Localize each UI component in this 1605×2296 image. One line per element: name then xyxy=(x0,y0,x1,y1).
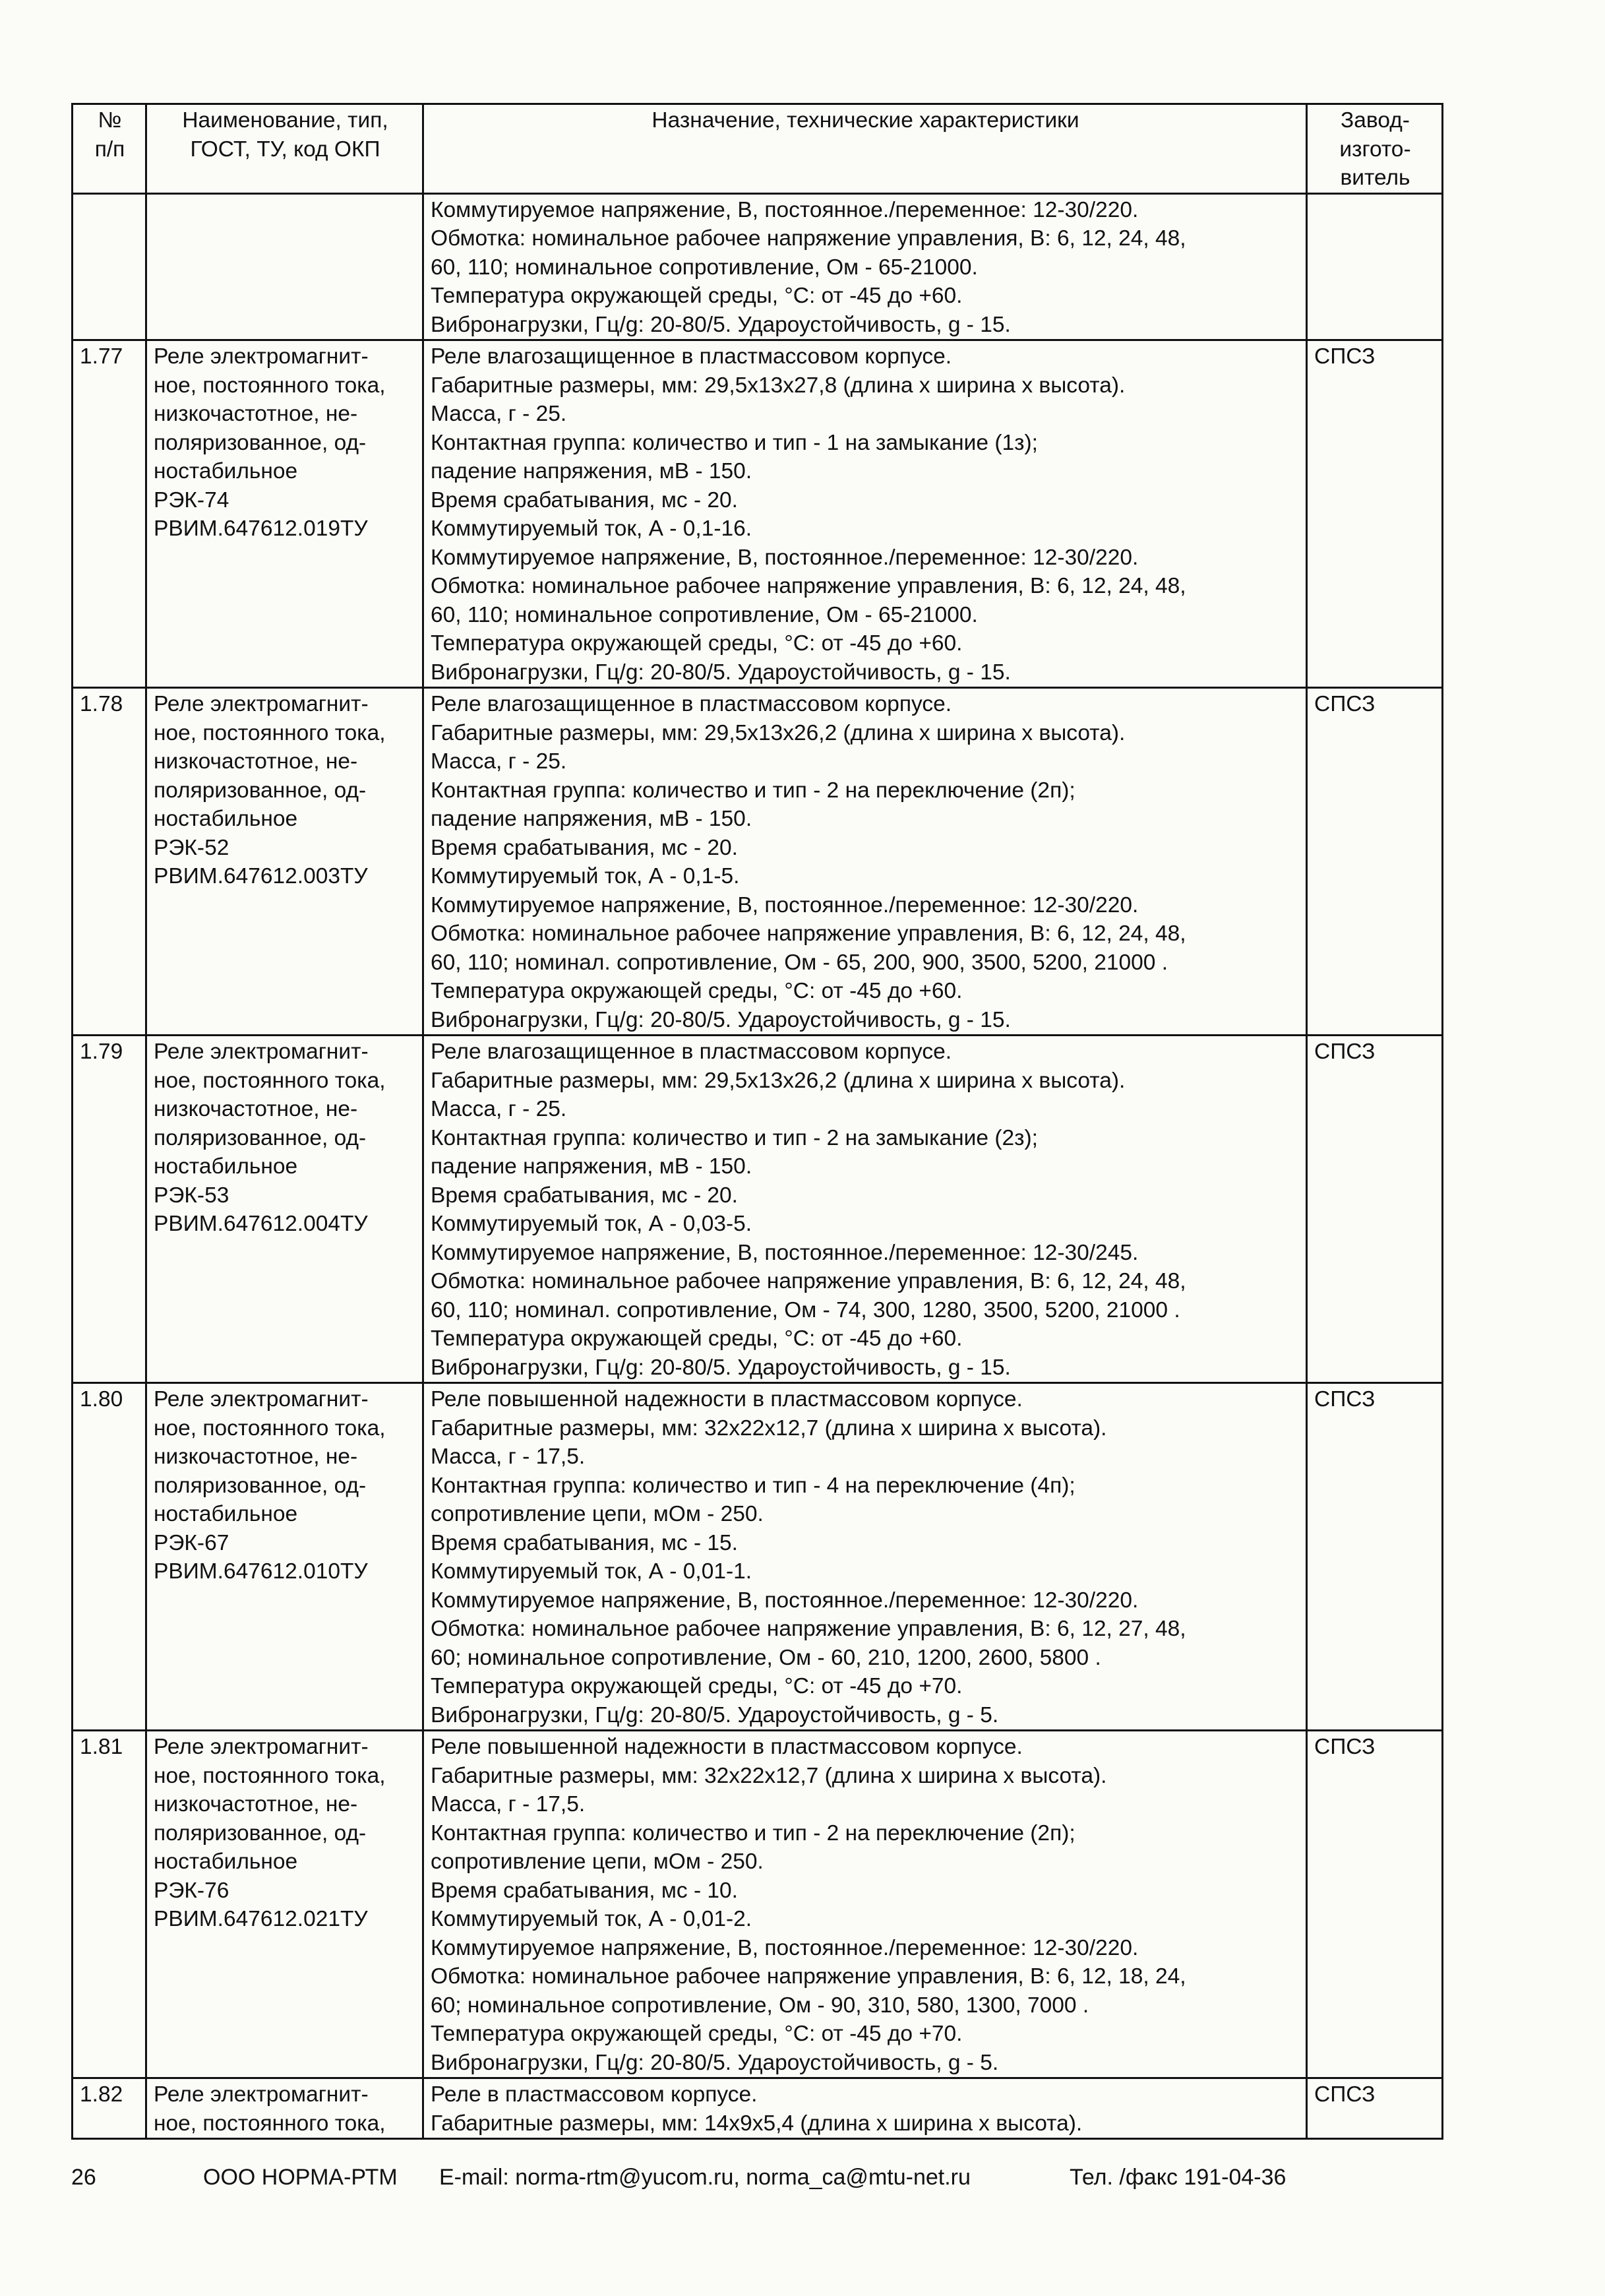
text-line: ное, постоянного тока, xyxy=(154,373,386,398)
text-line: падение напряжения, мВ - 150. xyxy=(431,459,752,483)
header-maker: Завод- изгото- витель xyxy=(1307,104,1443,194)
text-line: 60, 110; номинал. сопротивление, Ом - 74, 300, 1280, 3500, 5200, 21000 . xyxy=(431,1297,1180,1322)
cell-maker: СПСЗ xyxy=(1307,688,1443,1036)
cell-description xyxy=(423,1036,1307,1383)
text-line: Температура окружающей среды, °С: от -45 до +70. xyxy=(431,2022,963,2046)
text-line: Реле электромагнит- xyxy=(154,1039,369,1064)
text-line: Коммутируемый ток, А - 0,01-2. xyxy=(431,1907,752,1931)
text-line: Коммутируемый ток, А - 0,1-5. xyxy=(431,864,740,888)
text-line: Реле влагозащищенное в пластмассовом корпусе. xyxy=(431,692,952,716)
cell-num: 1.78 xyxy=(73,688,146,1036)
text-line: Обмотка: номинальное рабочее напряжение управления, В: 6, 12, 24, 48, xyxy=(431,921,1186,946)
cell-num: 1.79 xyxy=(73,1036,146,1383)
text-line: Температура окружающей среды, °С: от -45 до +60. xyxy=(431,979,963,1003)
cell-maker: СПСЗ xyxy=(1307,2078,1443,2139)
text-line: Вибронагрузки, Гц/g: 20-80/5. Удароустойчивость, g - 5. xyxy=(431,2050,999,2075)
text-line: Габаритные размеры, мм: 32x22x12,7 (длина x ширина x высота). xyxy=(431,1763,1107,1788)
text-line: Коммутируемое напряжение, В, постоянное./переменное: 12-30/245. xyxy=(431,1240,1139,1265)
table-row xyxy=(73,340,1443,688)
text-line: Коммутируемое напряжение, В, постоянное./переменное: 12-30/220. xyxy=(431,197,1139,222)
header-name: Наименование, тип, ГОСТ, ТУ, код ОКП xyxy=(146,104,423,194)
cell-name xyxy=(146,1036,423,1383)
text-line: Контактная группа: количество и тип - 2 на замыкание (2з); xyxy=(431,1125,1038,1150)
cell-num: 1.80 xyxy=(73,1383,146,1731)
text-line: Коммутируемое напряжение, В, постоянное./переменное: 12-30/220. xyxy=(431,1935,1139,1960)
cell-name xyxy=(146,340,423,688)
text-line: Обмотка: номинальное рабочее напряжение управления, В: 6, 12, 24, 48, xyxy=(431,1269,1186,1293)
text-line: ностабильное xyxy=(154,1154,298,1179)
text-line: низкочастотное, не- xyxy=(154,1444,358,1469)
cell-description xyxy=(423,1383,1307,1731)
text-line: 60, 110; номинальное сопротивление, Ом - 65-21000. xyxy=(431,255,978,280)
text-line: Реле влагозащищенное в пластмассовом корпусе. xyxy=(431,1039,952,1064)
text-line: ное, постоянного тока, xyxy=(154,2111,386,2136)
text-line: Масса, г - 25. xyxy=(431,749,567,774)
text-line: 60, 110; номинал. сопротивление, Ом - 65, 200, 900, 3500, 5200, 21000 . xyxy=(431,950,1168,975)
cell-description xyxy=(423,193,1307,340)
text-line: Габаритные размеры, мм: 29,5x13x26,2 (длина x ширина x высота). xyxy=(431,720,1126,745)
text-line: Масса, г - 25. xyxy=(431,402,567,426)
table-row xyxy=(73,1731,1443,2078)
page-footer xyxy=(71,2165,1443,2204)
text-line: Время срабатывания, мс - 15. xyxy=(431,1530,738,1555)
text-line: Масса, г - 17,5. xyxy=(431,1792,586,1816)
text-line: Реле повышенной надежности в пластмассовом корпусе. xyxy=(431,1735,1023,1759)
text-line: ное, постоянного тока, xyxy=(154,720,386,745)
table-header xyxy=(73,104,1443,194)
text-line: Габаритные размеры, мм: 29,5x13x27,8 (длина x ширина x высота). xyxy=(431,373,1126,398)
text-line: Контактная группа: количество и тип - 4 на переключение (4п); xyxy=(431,1473,1075,1498)
cell-num: 1.81 xyxy=(73,1731,146,2078)
cell-num xyxy=(73,193,146,340)
text-line: ностабильное xyxy=(154,1502,298,1526)
text-line: Температура окружающей среды, °С: от -45 до +60. xyxy=(431,631,963,656)
text-line: РЭК-53 xyxy=(154,1183,229,1208)
text-line: Коммутируемое напряжение, В, постоянное./переменное: 12-30/220. xyxy=(431,892,1139,917)
text-line: Габаритные размеры, мм: 29,5x13x26,2 (длина x ширина x высота). xyxy=(431,1068,1126,1093)
text-line: ное, постоянного тока, xyxy=(154,1415,386,1441)
continuation-row xyxy=(73,193,1443,340)
text-line: Габаритные размеры, мм: 14x9x5,4 (длина x ширина x высота). xyxy=(431,2111,1083,2136)
cell-name xyxy=(146,193,423,340)
text-line: Контактная группа: количество и тип - 1 на замыкание (1з); xyxy=(431,430,1038,455)
text-line: Реле электромагнит- xyxy=(154,2082,369,2107)
text-line: Время срабатывания, мс - 20. xyxy=(431,1183,738,1208)
text-line: низкочастотное, не- xyxy=(154,1097,358,1121)
text-line: Температура окружающей среды, °С: от -45 до +60. xyxy=(431,1326,963,1351)
cell-description xyxy=(423,2078,1307,2139)
text-line: 60, 110; номинальное сопротивление, Ом - 65-21000. xyxy=(431,602,978,627)
text-line: поляризованное, од- xyxy=(154,1125,367,1150)
text-line: Обмотка: номинальное рабочее напряжение управления, В: 6, 12, 24, 48, xyxy=(431,574,1186,598)
text-line: Обмотка: номинальное рабочее напряжение управления, В: 6, 12, 27, 48, xyxy=(431,1617,1186,1641)
text-line: РВИМ.647612.003ТУ xyxy=(154,864,368,888)
text-line: Температура окружающей среды, °С: от -45 до +70. xyxy=(431,1674,963,1698)
text-line: Реле электромагнит- xyxy=(154,1387,369,1412)
text-line: Контактная группа: количество и тип - 2 на переключение (2п); xyxy=(431,1820,1075,1846)
text-line: РЭК-67 xyxy=(154,1530,229,1555)
text-line: Коммутируемое напряжение, В, постоянное./переменное: 12-30/220. xyxy=(431,1588,1139,1613)
text-line: Реле повышенной надежности в пластмассовом корпусе. xyxy=(431,1387,1023,1412)
text-line: падение напряжения, мВ - 150. xyxy=(431,1154,752,1179)
text-line: Коммутируемый ток, А - 0,03-5. xyxy=(431,1212,752,1236)
text-line: Обмотка: номинальное рабочее напряжение управления, В: 6, 12, 24, 48, xyxy=(431,226,1186,251)
text-line: низкочастотное, не- xyxy=(154,1792,358,1816)
cell-description xyxy=(423,1731,1307,2078)
cell-name xyxy=(146,1731,423,2078)
contact-email: E-mail: norma-rtm@yucom.ru, norma_ca@mtu-net.ru xyxy=(439,2165,971,2190)
text-line: падение напряжения, мВ - 150. xyxy=(431,807,752,831)
table-row xyxy=(73,2078,1443,2139)
text-line: низкочастотное, не- xyxy=(154,749,358,774)
cell-name xyxy=(146,688,423,1036)
text-line: Время срабатывания, мс - 10. xyxy=(431,1878,738,1903)
cell-maker: СПСЗ xyxy=(1307,1383,1443,1731)
text-line: Обмотка: номинальное рабочее напряжение управления, В: 6, 12, 18, 24, xyxy=(431,1964,1186,1989)
text-line: сопротивление цепи, мОм - 250. xyxy=(431,1502,764,1526)
text-line: Масса, г - 25. xyxy=(431,1097,567,1121)
text-line: Вибронагрузки, Гц/g: 20-80/5. Удароустойчивость, g - 15. xyxy=(431,312,1011,337)
text-line: Масса, г - 17,5. xyxy=(431,1444,586,1469)
text-line: поляризованное, од- xyxy=(154,430,367,455)
text-line: низкочастотное, не- xyxy=(154,402,358,426)
cell-num: 1.77 xyxy=(73,340,146,688)
header-num: № п/п xyxy=(73,104,146,194)
text-line: Вибронагрузки, Гц/g: 20-80/5. Удароустойчивость, g - 15. xyxy=(431,660,1011,685)
cell-maker: СПСЗ xyxy=(1307,1036,1443,1383)
text-line: ностабильное xyxy=(154,459,298,483)
text-line: Коммутируемый ток, А - 0,1-16. xyxy=(431,516,752,541)
text-line: ное, постоянного тока, xyxy=(154,1763,386,1788)
text-line: Вибронагрузки, Гц/g: 20-80/5. Удароустойчивость, g - 15. xyxy=(431,1007,1011,1032)
text-line: РВИМ.647612.010ТУ xyxy=(154,1559,368,1584)
text-line: ностабильное xyxy=(154,1849,298,1874)
cell-maker: СПСЗ xyxy=(1307,340,1443,688)
table-row xyxy=(73,1383,1443,1731)
cell-name xyxy=(146,2078,423,2139)
text-line: ное, постоянного тока, xyxy=(154,1068,386,1093)
text-line: поляризованное, од- xyxy=(154,778,367,803)
text-line: Время срабатывания, мс - 20. xyxy=(431,835,738,860)
text-line: РЭК-52 xyxy=(154,835,229,860)
cell-maker: СПСЗ xyxy=(1307,1731,1443,2078)
table-row xyxy=(73,688,1443,1036)
text-line: ностабильное xyxy=(154,807,298,831)
text-line: РВИМ.647612.021ТУ xyxy=(154,1907,368,1931)
text-line: Реле в пластмассовом корпусе. xyxy=(431,2082,758,2107)
cell-description xyxy=(423,688,1307,1036)
text-line: РЭК-74 xyxy=(154,487,229,512)
text-line: поляризованное, од- xyxy=(154,1473,367,1498)
contact-phone: Тел. /факс 191-04-36 xyxy=(1070,2165,1287,2190)
text-line: поляризованное, од- xyxy=(154,1820,367,1846)
cell-description xyxy=(423,340,1307,688)
text-line: 60; номинальное сопротивление, Ом - 90, 310, 580, 1300, 7000 . xyxy=(431,1993,1089,2018)
text-line: 60; номинальное сопротивление, Ом - 60, 210, 1200, 2600, 5800 . xyxy=(431,1645,1101,1670)
table-body xyxy=(73,193,1443,2139)
text-line: Реле электромагнит- xyxy=(154,1735,369,1759)
text-line: Вибронагрузки, Гц/g: 20-80/5. Удароустойчивость, g - 15. xyxy=(431,1355,1011,1380)
text-line: РЭК-76 xyxy=(154,1878,229,1903)
text-line: РВИМ.647612.019ТУ xyxy=(154,516,368,541)
text-line: Реле электромагнит- xyxy=(154,692,369,716)
cell-num: 1.82 xyxy=(73,2078,146,2139)
spec-table xyxy=(71,103,1443,2140)
text-line: Коммутируемый ток, А - 0,01-1. xyxy=(431,1559,752,1584)
text-line: Время срабатывания, мс - 20. xyxy=(431,487,738,512)
text-line: РВИМ.647612.004ТУ xyxy=(154,1212,368,1236)
text-line: Реле влагозащищенное в пластмассовом корпусе. xyxy=(431,344,952,369)
text-line: Вибронагрузки, Гц/g: 20-80/5. Удароустойчивость, g - 5. xyxy=(431,1702,999,1727)
cell-name xyxy=(146,1383,423,1731)
text-line: сопротивление цепи, мОм - 250. xyxy=(431,1849,764,1874)
company-name: ООО НОРМА-РТМ xyxy=(203,2165,398,2190)
header-purpose: Назначение, технические характеристики xyxy=(423,104,1307,194)
text-line: Реле электромагнит- xyxy=(154,344,369,369)
cell-maker xyxy=(1307,193,1443,340)
text-line: Габаритные размеры, мм: 32x22x12,7 (длина x ширина x высота). xyxy=(431,1415,1107,1441)
page-number: 26 xyxy=(71,2165,96,2190)
text-line: Коммутируемое напряжение, В, постоянное./переменное: 12-30/220. xyxy=(431,545,1139,570)
text-line: Контактная группа: количество и тип - 2 на переключение (2п); xyxy=(431,778,1075,803)
text-line: Температура окружающей среды, °С: от -45 до +60. xyxy=(431,284,963,308)
table-row xyxy=(73,1036,1443,1383)
